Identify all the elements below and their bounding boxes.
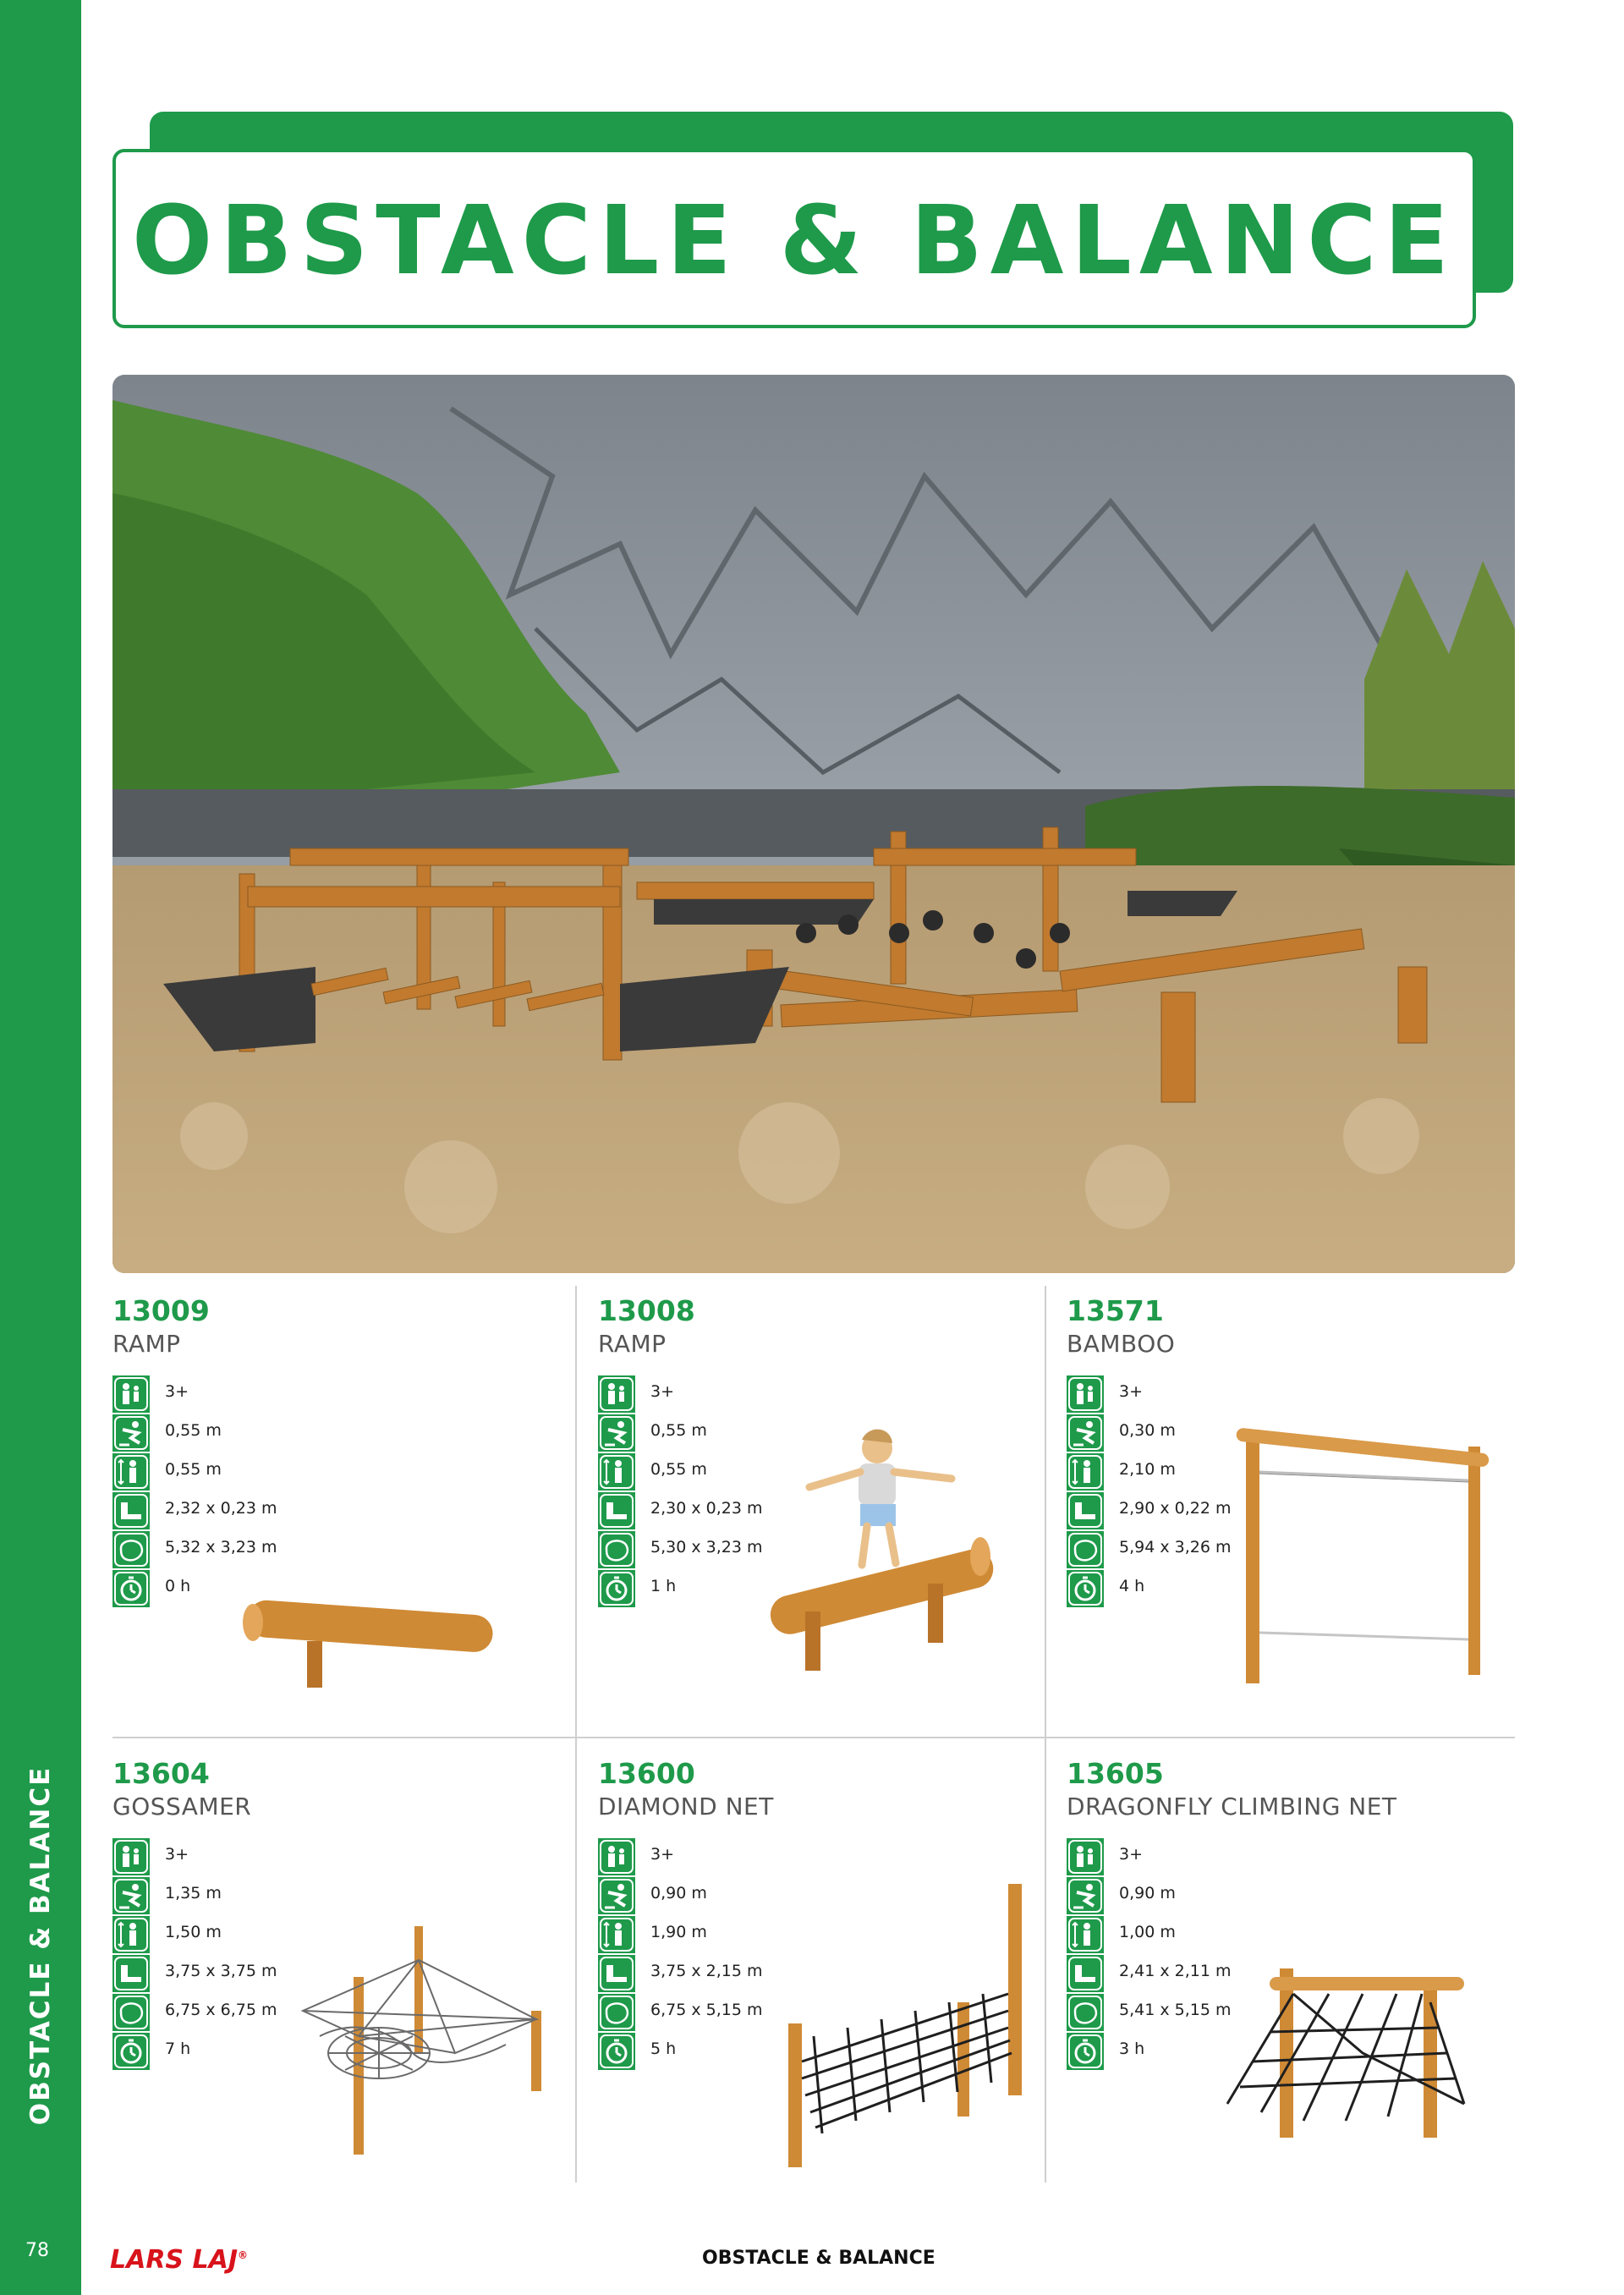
product-size-icon xyxy=(112,1492,150,1529)
spec-value: 1 h xyxy=(650,1577,677,1595)
page-title: OBSTACLE & BALANCE xyxy=(132,186,1457,296)
footer-section-label: OBSTACLE & BALANCE xyxy=(702,2248,935,2269)
spec-value: 6,75 x 5,15 m xyxy=(650,2001,763,2019)
spec-value: 2,32 x 0,23 m xyxy=(165,1499,277,1518)
page-number: 78 xyxy=(25,2240,49,2261)
safety-area-icon xyxy=(112,1531,150,1568)
product-name: RAMP xyxy=(112,1330,181,1358)
product-card xyxy=(1067,1757,1523,2188)
age-icon xyxy=(112,1838,150,1875)
spec-value: 7 h xyxy=(165,2040,191,2058)
installation-time-icon xyxy=(1067,2033,1104,2070)
product-name: DIAMOND NET xyxy=(598,1793,774,1820)
spec-value: 0,55 m xyxy=(165,1460,222,1479)
installation-time-icon xyxy=(1067,1570,1104,1607)
spec-value: 0,55 m xyxy=(650,1421,707,1440)
installation-time-icon xyxy=(598,2033,635,2070)
free-height-icon xyxy=(112,1916,150,1953)
hero-photo xyxy=(112,375,1515,1273)
installation-time-icon xyxy=(598,1570,635,1607)
free-height-icon xyxy=(598,1916,635,1953)
product-code: 13571 xyxy=(1067,1294,1164,1327)
spec-value: 3+ xyxy=(165,1845,189,1864)
product-name: RAMP xyxy=(598,1330,667,1358)
product-card xyxy=(1067,1294,1523,1726)
installation-time-icon xyxy=(112,2033,150,2070)
product-name: GOSSAMER xyxy=(112,1793,252,1820)
product-code: 13009 xyxy=(112,1294,210,1327)
product-illustration xyxy=(750,1421,1004,1692)
product-card xyxy=(598,1294,1055,1726)
spec-value: 3+ xyxy=(1119,1845,1144,1864)
spec-value: 4 h xyxy=(1119,1577,1145,1595)
brand-logo-text: LARS LAJ xyxy=(110,2245,238,2275)
safety-area-icon xyxy=(112,1994,150,2031)
fall-height-icon xyxy=(598,1414,635,1452)
age-icon xyxy=(112,1375,150,1413)
spec-value: 3+ xyxy=(650,1382,675,1401)
spec-value: 3,75 x 2,15 m xyxy=(650,1962,763,1980)
spec-value: 0 h xyxy=(165,1577,191,1595)
product-code: 13008 xyxy=(598,1294,695,1327)
spec-value: 5,32 x 3,23 m xyxy=(165,1538,277,1557)
product-illustration xyxy=(1227,1421,1490,1692)
product-code: 13604 xyxy=(112,1757,210,1790)
fall-height-icon xyxy=(1067,1414,1104,1452)
spec-value: 1,90 m xyxy=(650,1923,707,1941)
title-box xyxy=(112,149,1476,328)
spec-value: 0,55 m xyxy=(650,1460,707,1479)
product-card xyxy=(598,1757,1055,2188)
fall-height-icon xyxy=(112,1414,150,1452)
spec-value: 3+ xyxy=(1119,1382,1144,1401)
fall-height-icon xyxy=(1067,1877,1104,1914)
spec-value: 5,30 x 3,23 m xyxy=(650,1538,763,1557)
spec-value: 0,90 m xyxy=(650,1884,707,1902)
safety-area-icon xyxy=(598,1531,635,1568)
side-section-label: OBSTACLE & BALANCE xyxy=(25,1765,56,2126)
age-icon xyxy=(1067,1838,1104,1875)
spec-value: 2,10 m xyxy=(1119,1460,1176,1479)
product-name: BAMBOO xyxy=(1067,1330,1176,1358)
spec-value: 0,55 m xyxy=(165,1421,222,1440)
free-height-icon xyxy=(1067,1916,1104,1953)
free-height-icon xyxy=(112,1453,150,1491)
spec-value: 6,75 x 6,75 m xyxy=(165,2001,277,2019)
spec-value: 0,90 m xyxy=(1119,1884,1176,1902)
product-size-icon xyxy=(598,1955,635,1992)
product-card xyxy=(112,1757,569,2188)
product-card xyxy=(112,1294,569,1726)
product-illustration xyxy=(1210,1952,1481,2155)
column-divider xyxy=(575,1286,577,2182)
safety-area-icon xyxy=(1067,1994,1104,2031)
free-height-icon xyxy=(598,1453,635,1491)
spec-value: 3,75 x 3,75 m xyxy=(165,1962,277,1980)
spec-value: 3 h xyxy=(1119,2040,1145,2058)
age-icon xyxy=(598,1838,635,1875)
registered-mark: ® xyxy=(237,2249,248,2261)
product-size-icon xyxy=(598,1492,635,1529)
fall-height-icon xyxy=(112,1877,150,1914)
fall-height-icon xyxy=(598,1877,635,1914)
row-divider xyxy=(112,1737,1515,1738)
spec-value: 3+ xyxy=(650,1845,675,1864)
installation-time-icon xyxy=(112,1570,150,1607)
safety-area-icon xyxy=(598,1994,635,2031)
spec-value: 1,00 m xyxy=(1119,1923,1176,1941)
age-icon xyxy=(598,1375,635,1413)
spec-value: 0,30 m xyxy=(1119,1421,1176,1440)
product-code: 13600 xyxy=(598,1757,695,1790)
free-height-icon xyxy=(1067,1453,1104,1491)
spec-value: 2,90 x 0,22 m xyxy=(1119,1499,1232,1518)
spec-value: 5,94 x 3,26 m xyxy=(1119,1538,1232,1557)
brand-logo xyxy=(110,2245,248,2275)
spec-value: 3+ xyxy=(165,1382,189,1401)
product-name: DRAGONFLY CLIMBING NET xyxy=(1067,1793,1397,1820)
product-illustration xyxy=(771,1867,1042,2188)
product-size-icon xyxy=(1067,1955,1104,1992)
age-icon xyxy=(1067,1375,1104,1413)
spec-value: 5,41 x 5,15 m xyxy=(1119,2001,1232,2019)
product-code: 13605 xyxy=(1067,1757,1164,1790)
product-size-icon xyxy=(1067,1492,1104,1529)
product-illustration xyxy=(286,1909,557,2163)
spec-value: 2,41 x 2,11 m xyxy=(1119,1962,1232,1980)
playground-photo xyxy=(112,375,1515,1273)
product-illustration xyxy=(239,1582,493,1692)
safety-area-icon xyxy=(1067,1531,1104,1568)
spec-value: 1,35 m xyxy=(165,1884,222,1902)
spec-value: 2,30 x 0,23 m xyxy=(650,1499,763,1518)
spec-value: 1,50 m xyxy=(165,1923,222,1941)
spec-value: 5 h xyxy=(650,2040,677,2058)
product-size-icon xyxy=(112,1955,150,1992)
